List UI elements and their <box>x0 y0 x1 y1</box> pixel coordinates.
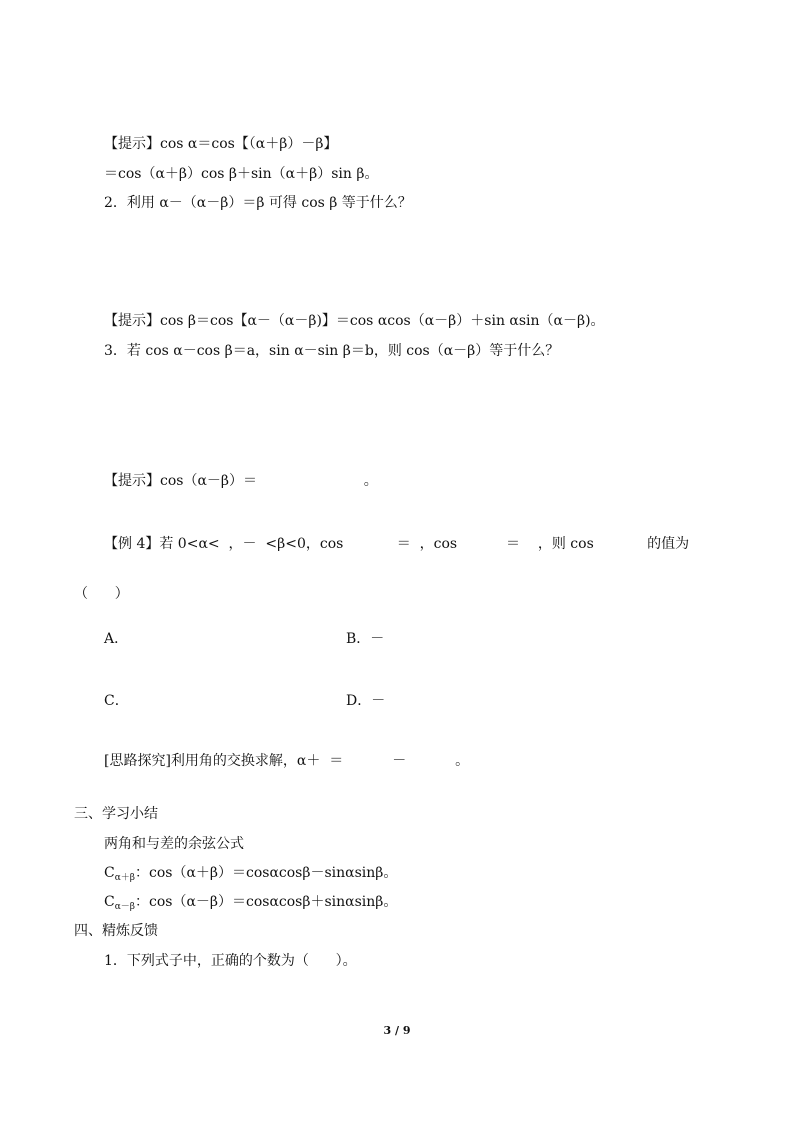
formula-cos-diff <box>104 893 397 913</box>
formula-subscript: α＋β <box>114 873 135 883</box>
option-b: B．－ <box>346 631 385 647</box>
hint-1-line-1: 【提示】cos α＝cos【（α＋β）－β】 <box>104 136 338 152</box>
question-3: 3．若 cos α－cos β＝a，sin α－sin β＝b，则 cos（α－β）等于什么？ <box>104 343 560 359</box>
formula-body: ：cos（α＋β）＝cosαcosβ－sinαsinβ。 <box>135 865 398 881</box>
formula-prefix: C <box>104 894 115 910</box>
feedback-question-1: 1．下列式子中，正确的个数为（ ）。 <box>104 953 357 969</box>
option-a: A． <box>104 631 129 647</box>
formula-body: ：cos（α－β）＝cosαcosβ＋sinαsinβ。 <box>135 894 398 910</box>
formula-cos-sum <box>104 864 397 884</box>
section-heading-summary: 三、学习小结 <box>74 806 158 822</box>
hint-2: 【提示】cos β＝cos【α－（α－β)】＝cos αcos（α－β）＋sin αsin（α－β)。 <box>104 313 605 329</box>
question-2: 2．利用 α－（α－β）＝β 可得 cos β 等于什么？ <box>104 195 412 211</box>
hint-1-line-2: ＝cos（α＋β）cos β＋sin（α＋β）sin β。 <box>104 166 379 182</box>
hint-3: 【提示】cos（α－β）＝ 。 <box>104 473 378 489</box>
example-4-paren: （ ） <box>74 586 129 602</box>
page-number: 3 / 9 <box>383 1024 411 1037</box>
formula-prefix: C <box>104 865 115 881</box>
summary-title: 两角和与差的余弦公式 <box>104 836 244 852</box>
option-d: D．－ <box>346 693 386 709</box>
idea-exploration: [思路探究]利用角的交换求解，α＋ ＝ － 。 <box>104 753 470 769</box>
example-4-stem: 【例 4】若 0<α< ，－ <β<0，cos ＝ ，cos ＝ ，则 cos 的值为 <box>104 536 690 552</box>
formula-subscript: α－β <box>114 902 135 912</box>
option-c: C． <box>104 693 129 709</box>
section-heading-feedback: 四、精炼反馈 <box>74 923 158 939</box>
